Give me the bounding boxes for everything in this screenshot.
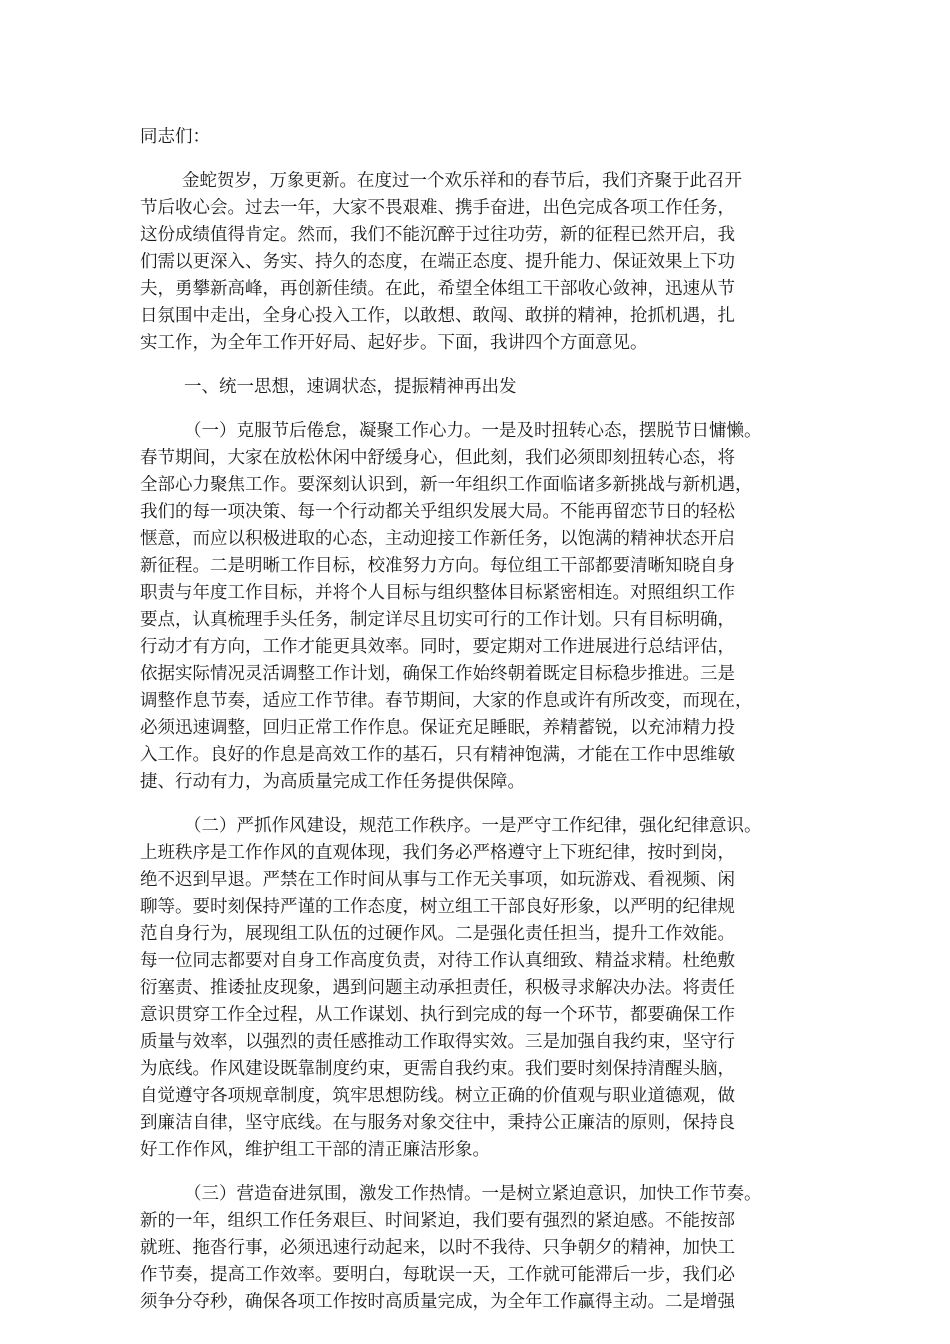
text-line: 就班、拖沓行事，必须迅速行动起来，以时不我待、只争朝夕的精神，加快工 (140, 1238, 735, 1258)
text-line: 日氛围中走出，全身心投入工作，以敢想、敢闯、敢拼的精神，抢抓机遇，扎 (140, 306, 735, 326)
greeting: 同志们： (140, 127, 210, 147)
text-line: 行动才有方向，工作才能更具效率。同时，要定期对工作进展进行总结评估， (140, 637, 735, 657)
paragraph (140, 1181, 816, 1316)
text-line: 全部心力聚焦工作。要深刻认识到，新一年组织工作面临诸多新挑战与新机遇， (140, 475, 753, 495)
text-line: 金蛇贺岁，万象更新。在度过一个欢乐祥和的春节后，我们齐聚于此召开 (182, 171, 742, 191)
text-line: 惬意，而应以积极进取的心态，主动迎接工作新任务，以饱满的精神状态开启 (140, 529, 735, 549)
text-line: 到廉洁自律，坚守底线。在与服务对象交往中，秉持公正廉洁的原则，保持良 (140, 1113, 735, 1133)
text-line: 绝不迟到早退。严禁在工作时间从事与工作无关事项，如玩游戏、看视频、闲 (140, 870, 735, 890)
text-line: 夫，勇攀新高峰，再创新佳绩。在此，希望全体组工干部收心敛神，迅速从节 (140, 279, 735, 299)
text-line: 要点，认真梳理手头任务，制定详尽且切实可行的工作计划。只有目标明确， (140, 610, 735, 630)
document-body (140, 168, 816, 1316)
text-line: 为底线。作风建设既靠制度约束，更需自我约束。我们要时刻保持清醒头脑， (140, 1059, 735, 1079)
text-line: 依据实际情况灵活调整工作计划，确保工作始终朝着既定目标稳步推进。三是 (140, 664, 735, 684)
text-line: 每一位同志都要对自身工作高度负责，对待工作认真细致、精益求精。杜绝敷 (140, 951, 735, 971)
text-line: 自觉遵守各项规章制度，筑牢思想防线。树立正确的价值观与职业道德观，做 (140, 1086, 735, 1106)
text-line: 上班秩序是工作作风的直观体现，我们务必严格遵守上下班纪律，按时到岗， (140, 843, 735, 863)
text-line: 好工作作风，维护组工干部的清正廉洁形象。 (140, 1140, 490, 1160)
text-line: 范自身行为，展现组工队伍的过硬作风。二是强化责任担当，提升工作效能。 (140, 924, 735, 944)
text-line: 须争分夺秒，确保各项工作按时高质量完成，为全年工作赢得主动。二是增强 (140, 1292, 735, 1312)
section-heading (140, 374, 816, 401)
text-line: 节后收心会。过去一年，大家不畏艰难、携手奋进，出色完成各项工作任务， (140, 198, 735, 218)
text-line: （二）严抓作风建设，规范工作秩序。一是严守工作纪律，强化纪律意识。 (184, 816, 762, 836)
text-line: 入工作。良好的作息是高效工作的基石，只有精神饱满，才能在工作中思维敏 (140, 745, 735, 765)
text-line: 作节奏，提高工作效率。要明白，每耽误一天，工作就可能滞后一步，我们必 (140, 1265, 735, 1285)
text-line: 质量与效率，以强烈的责任感推动工作取得实效。三是加强自我约束，坚守行 (140, 1032, 735, 1052)
paragraph (140, 168, 816, 357)
text-line: 我们的每一项决策、每一个行动都关乎组织发展大局。不能再留恋节日的轻松 (140, 502, 735, 522)
text-line: （三）营造奋进氛围，激发工作热情。一是树立紧迫意识，加快工作节奏。 (184, 1184, 762, 1204)
document-page (140, 124, 816, 1333)
text-line: 春节期间，大家在放松休闲中舒缓身心，但此刻，我们必须即刻扭转心态，将 (140, 448, 735, 468)
text-line: 这份成绩值得肯定。然而，我们不能沉醉于过往功劳，新的征程已然开启，我 (140, 225, 735, 245)
text-line: 职责与年度工作目标，并将个人目标与组织整体目标紧密相连。对照组织工作 (140, 583, 735, 603)
text-line: 一、统一思想，速调状态，提振精神再出发 (184, 377, 517, 397)
text-line: （一）克服节后倦怠，凝聚工作心力。一是及时扭转心态，摆脱节日慵懒。 (184, 421, 762, 441)
text-line: 意识贯穿工作全过程，从工作谋划、执行到完成的每一个环节，都要确保工作 (140, 1005, 735, 1025)
paragraph (140, 813, 816, 1164)
text-line: 新的一年，组织工作任务艰巨、时间紧迫，我们要有强烈的紧迫感。不能按部 (140, 1211, 735, 1231)
text-line: 实工作，为全年工作开好局、起好步。下面，我讲四个方面意见。 (140, 333, 648, 353)
text-line: 必须迅速调整，回归正常工作作息。保证充足睡眠，养精蓄锐，以充沛精力投 (140, 718, 735, 738)
text-line: 聊等。要时刻保持严谨的工作态度，树立组工干部良好形象，以严明的纪律规 (140, 897, 735, 917)
text-line: 捷、行动有力，为高质量完成工作任务提供保障。 (140, 772, 525, 792)
paragraph (140, 418, 816, 796)
text-line: 调整作息节奏，适应工作节律。春节期间，大家的作息或许有所改变，而现在， (140, 691, 753, 711)
text-line: 们需以更深入、务实、持久的态度，在端正态度、提升能力、保证效果上下功 (140, 252, 735, 272)
text-line: 衍塞责、推诿扯皮现象，遇到问题主动承担责任，积极寻求解决办法。将责任 (140, 978, 735, 998)
text-line: 新征程。二是明晰工作目标，校准努力方向。每位组工干部都要清晰知晓自身 (140, 556, 735, 576)
